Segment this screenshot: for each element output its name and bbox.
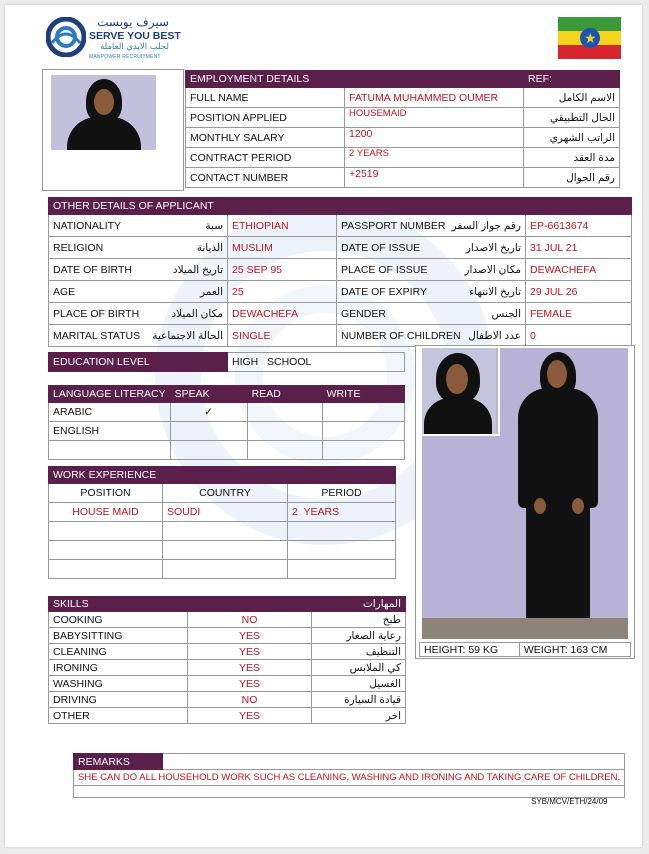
work-position: [49, 541, 163, 560]
skill-arabic: طبخ: [312, 612, 406, 628]
expiry-arabic: تاريخ الانتهاء: [469, 285, 521, 298]
read-cell: [247, 441, 322, 460]
marital-label: MARITAL STATUS: [53, 329, 141, 342]
contract-value: 2 YEARS: [345, 148, 524, 168]
read-cell: [247, 403, 322, 422]
speak-cell: [170, 441, 247, 460]
table-row: [49, 403, 405, 422]
age-label: AGE: [53, 285, 76, 298]
write-cell: [322, 403, 404, 422]
skill-value: YES: [188, 660, 312, 676]
table-row: [49, 560, 396, 579]
table-row: [49, 441, 405, 460]
nationality-label: NATIONALITY: [53, 219, 122, 232]
speak-check-icon: ✓: [170, 403, 247, 422]
read-header: READ: [247, 386, 322, 403]
remarks-table: [73, 753, 625, 798]
birthplace-value: DEWACHEFA: [228, 303, 337, 325]
read-cell: [247, 422, 322, 441]
work-position: HOUSE MAID: [49, 503, 163, 522]
work-country: [163, 560, 288, 579]
full-name-arabic: الاسم الكامل: [524, 88, 620, 108]
religion-value: MUSLIM: [228, 237, 337, 259]
birthplace-arabic: مكان الميلاد: [171, 307, 223, 320]
table-row: [49, 612, 406, 628]
height-value: HEIGHT: 59 KG: [420, 643, 520, 657]
language-name: ARABIC: [49, 403, 171, 422]
skills-title-arabic: المهارات: [312, 597, 406, 612]
skill-arabic: التنظيف: [312, 644, 406, 660]
skill-name: COOKING: [49, 612, 188, 628]
age-value: 25: [228, 281, 337, 303]
skill-arabic: قيادة السيارة: [312, 692, 406, 708]
table-row: [49, 503, 396, 522]
logo-arabic: سيرف يوبست: [97, 15, 169, 29]
remarks-title: REMARKS: [74, 754, 163, 770]
position-value: HOUSEMAID: [345, 108, 524, 128]
skill-value: YES: [188, 676, 312, 692]
work-period: [288, 522, 396, 541]
write-cell: [322, 441, 404, 460]
other-details-table: [48, 197, 632, 347]
position-header: POSITION: [49, 484, 163, 503]
passport-label: PASSPORT NUMBER: [341, 219, 446, 232]
skills-table: [48, 596, 406, 724]
passport-value: EP-6613674: [526, 215, 632, 237]
ethiopia-flag-icon: ★: [558, 17, 621, 59]
issue-place-value: DEWACHEFA: [526, 259, 632, 281]
skill-value: NO: [188, 612, 312, 628]
birthplace-label: PLACE OF BIRTH: [53, 307, 140, 320]
work-experience-table: [48, 466, 396, 579]
skill-value: YES: [188, 708, 312, 724]
work-position: [49, 560, 163, 579]
measures-table: [419, 642, 631, 657]
skill-arabic: رعاية الصغار: [312, 628, 406, 644]
skill-name: CLEANING: [49, 644, 188, 660]
cv-page: [5, 5, 642, 847]
language-name: [49, 441, 171, 460]
contact-value: +2519: [345, 168, 524, 188]
work-country: [163, 541, 288, 560]
floor: [422, 618, 628, 639]
table-row: [49, 628, 406, 644]
weight-value: WEIGHT: 163 CM: [519, 643, 630, 657]
skills-title: SKILLS: [49, 597, 312, 612]
skill-arabic: اخر: [312, 708, 406, 724]
logo-tagline: MANPOWER RECRUITMENT: [89, 54, 161, 60]
period-header: PERIOD: [288, 484, 396, 503]
contract-arabic: مدة العقد: [524, 148, 620, 168]
issue-date-arabic: تاريخ الاصدار: [465, 241, 521, 254]
contact-arabic: رقم الجوال: [524, 168, 620, 188]
table-row: [49, 660, 406, 676]
issue-date-label: DATE OF ISSUE: [341, 241, 421, 254]
issue-place-label: PLACE OF ISSUE: [341, 263, 428, 276]
write-cell: [322, 422, 404, 441]
work-period: 2 YEARS: [288, 503, 396, 522]
table-row: [49, 422, 405, 441]
table-row: [49, 692, 406, 708]
other-details-title: OTHER DETAILS OF APPLICANT: [49, 198, 632, 215]
skill-name: DRIVING: [49, 692, 188, 708]
passport-arabic: رقم جواز السفر: [451, 219, 521, 232]
gender-label: GENDER: [341, 307, 386, 320]
salary-label: MONTHLY SALARY: [186, 128, 345, 148]
table-row: [49, 522, 396, 541]
children-arabic: عدد الاطفال: [468, 329, 521, 342]
gender-arabic: الجنس: [491, 307, 521, 320]
skill-arabic: الغسيل: [312, 676, 406, 692]
table-row: [49, 708, 406, 724]
issue-place-arabic: مكان الاصدار: [464, 263, 521, 276]
skill-value: YES: [188, 644, 312, 660]
contract-label: CONTRACT PERIOD: [186, 148, 345, 168]
expiry-label: DATE OF EXPIRY: [341, 285, 427, 298]
skill-name: IRONING: [49, 660, 188, 676]
skill-value: YES: [188, 628, 312, 644]
speak-cell: [170, 422, 247, 441]
contact-label: CONTACT NUMBER: [186, 168, 345, 188]
skill-name: BABYSITTING: [49, 628, 188, 644]
gender-value: FEMALE: [526, 303, 632, 325]
write-header: WRITE: [322, 386, 404, 403]
photos-panel: [415, 345, 635, 659]
skill-name: OTHER: [49, 708, 188, 724]
work-country: SOUDI: [163, 503, 288, 522]
logo-name: SERVE YOU BEST: [89, 30, 181, 42]
country-header: COUNTRY: [163, 484, 288, 503]
religion-label: RELIGION: [53, 241, 104, 254]
work-title-spacer: [288, 467, 396, 484]
language-name: ENGLISH: [49, 422, 171, 441]
nationality-arabic: سبة: [205, 219, 223, 232]
logo-arabic-sub: لجلب الايدي العاملة: [100, 42, 169, 52]
dob-arabic: تاريخ الميلاد: [172, 263, 223, 276]
education-value: HIGH SCHOOL: [228, 353, 405, 372]
portrait-photo: [51, 75, 156, 150]
dob-label: DATE OF BIRTH: [53, 263, 132, 276]
skill-value: NO: [188, 692, 312, 708]
remarks-title-spacer: [163, 754, 625, 770]
position-arabic: الحال التطبيقي: [524, 108, 620, 128]
remarks-text: SHE CAN DO ALL HOUSEHOLD WORK SUCH AS CLEANING, WASHING AND IRONING AND TAKING CARE OF CHILDREN.: [74, 770, 625, 786]
full-name-label: FULL NAME: [186, 88, 345, 108]
footer-code: SYB/MCV/ETH/24/09: [531, 797, 608, 806]
position-label: POSITION APPLIED: [186, 108, 345, 128]
portrait-frame: [42, 69, 184, 191]
full-name-value: FATUMA MUHAMMED OUMER: [345, 88, 524, 108]
marital-arabic: الحالة الاجتماعية: [152, 329, 223, 342]
employment-table: [185, 70, 620, 188]
marital-value: SINGLE: [228, 325, 337, 347]
issue-date-value: 31 JUL 21: [526, 237, 632, 259]
employment-title: EMPLOYMENT DETAILS: [186, 71, 524, 88]
language-header: LANGUAGE LITERACY: [49, 386, 171, 403]
work-period: [288, 541, 396, 560]
skill-name: WASHING: [49, 676, 188, 692]
speak-header: SPEAK: [170, 386, 247, 403]
work-title: WORK EXPERIENCE: [49, 467, 288, 484]
education-label: EDUCATION LEVEL: [49, 353, 228, 372]
table-row: [49, 644, 406, 660]
language-table: [48, 385, 405, 460]
age-arabic: العمر: [199, 285, 223, 298]
religion-arabic: الديانة: [196, 241, 223, 254]
skill-arabic: كي الملابس: [312, 660, 406, 676]
education-table: [48, 352, 405, 372]
work-country: [163, 522, 288, 541]
table-row: [49, 676, 406, 692]
children-value: 0: [526, 325, 632, 347]
company-logo-icon: [46, 17, 86, 57]
full-body-photo: [422, 348, 628, 639]
nationality-value: ETHIOPIAN: [228, 215, 337, 237]
remarks-empty-row: [74, 786, 625, 798]
face-photo-inset: [422, 348, 496, 434]
children-label: NUMBER OF CHILDREN: [341, 329, 461, 342]
salary-value: 1200: [345, 128, 524, 148]
ref-label: REF:: [524, 71, 620, 88]
expiry-value: 29 JUL 26: [526, 281, 632, 303]
work-position: [49, 522, 163, 541]
table-row: [49, 541, 396, 560]
dob-value: 25 SEP 95: [228, 259, 337, 281]
salary-arabic: الراتب الشهري: [524, 128, 620, 148]
work-period: [288, 560, 396, 579]
